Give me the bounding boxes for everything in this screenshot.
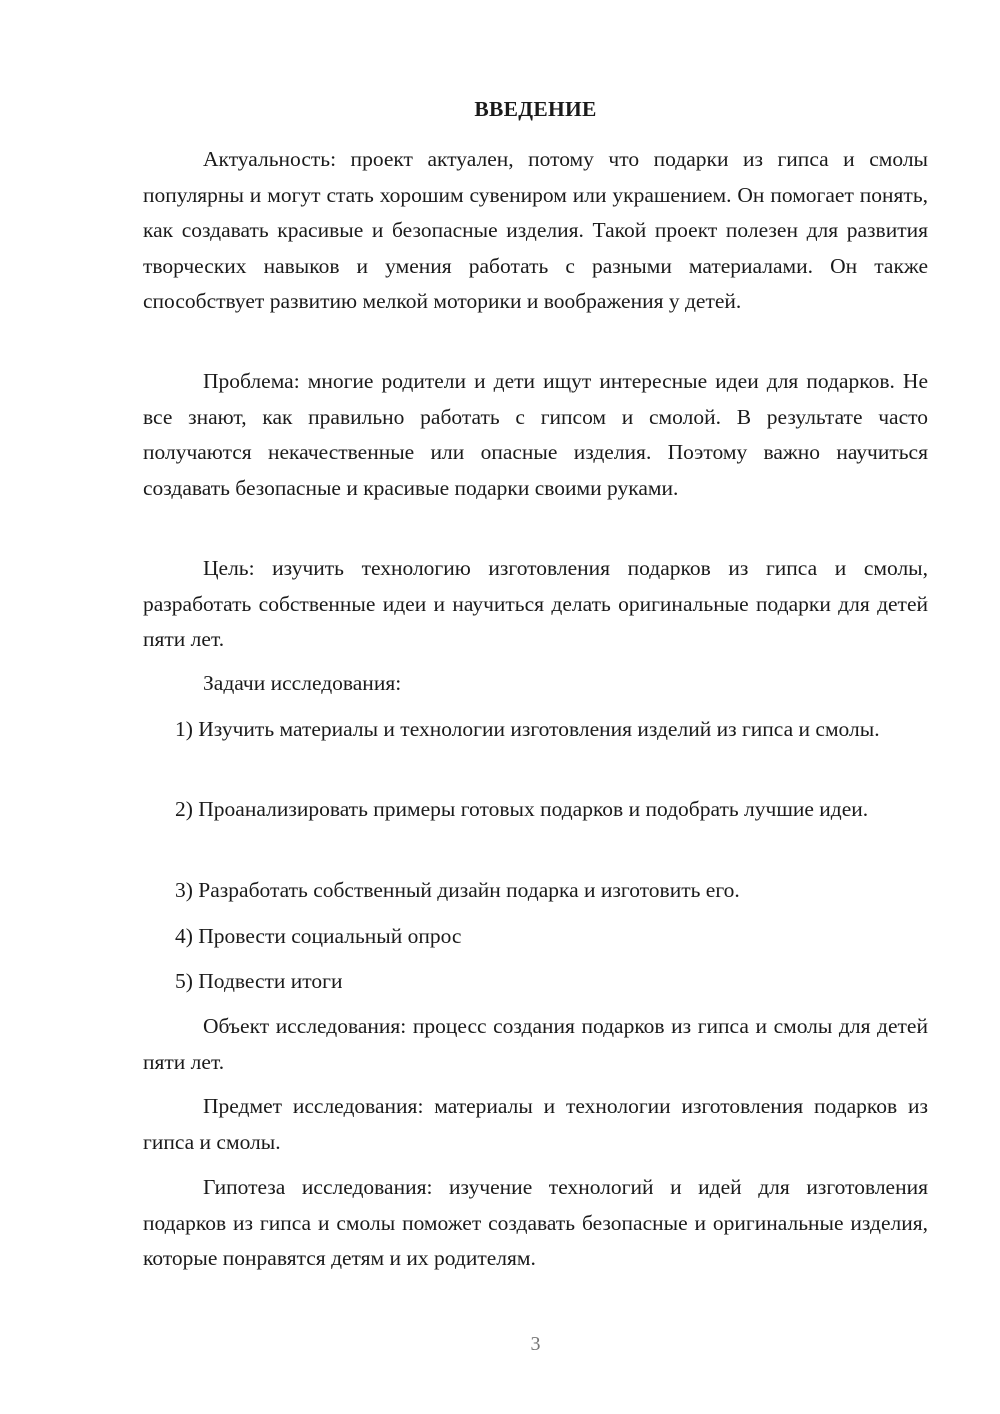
task-item: 2) Проанализировать примеры готовых подарков и подобрать лучшие идеи. [175,797,869,821]
task-item: 3) Разработать собственный дизайн подарка и изготовить его. [175,878,740,902]
paragraph-problem: Проблема: многие родители и дети ищут интересные идеи для подарков. Не все знают, как правильно работать с гипсом и смолой. В результате часто получаются некачественные или опасные изделия. Поэтому важно научиться создавать безопасные и красивые подарки своими руками. [143,369,928,500]
paragraph-relevance: Актуальность: проект актуален, потому что подарки из гипса и смолы популярны и могут стать хорошим сувениром или украшением. Он помогает понять, как создавать красивые и безопасные изделия. Такой проект полезен для развития творческих навыков и умения работать с разными материалами. Он также способствует развитию мелкой моторики и воображения у детей. [143,147,928,313]
tasks-heading: Задачи исследования: [203,671,402,695]
page-number: 3 [530,1333,541,1355]
task-item: 1) Изучить материалы и технологии изготовления изделий из гипса и смолы. [175,717,880,741]
paragraph-hypothesis: Гипотеза исследования: изучение технологий и идей для изготовления подарков из гипса и смолы поможет создавать безопасные и оригинальные изделия, которые понравятся детям и их родителям. [143,1175,928,1270]
paragraph-goal: Цель: изучить технологию изготовления подарков из гипса и смолы, разработать собственные идеи и научиться делать оригинальные подарки для детей пяти лет. [143,556,928,651]
paragraph-subject: Предмет исследования: материалы и технологии изготовления подарков из гипса и смолы. [143,1094,928,1154]
task-item: 4) Провести социальный опрос [175,924,462,948]
paragraph-object: Объект исследования: процесс создания подарков из гипса и смолы для детей пяти лет. [143,1014,928,1074]
task-item: 5) Подвести итоги [175,969,343,993]
page-title: ВВЕДЕНИЕ [474,97,597,121]
